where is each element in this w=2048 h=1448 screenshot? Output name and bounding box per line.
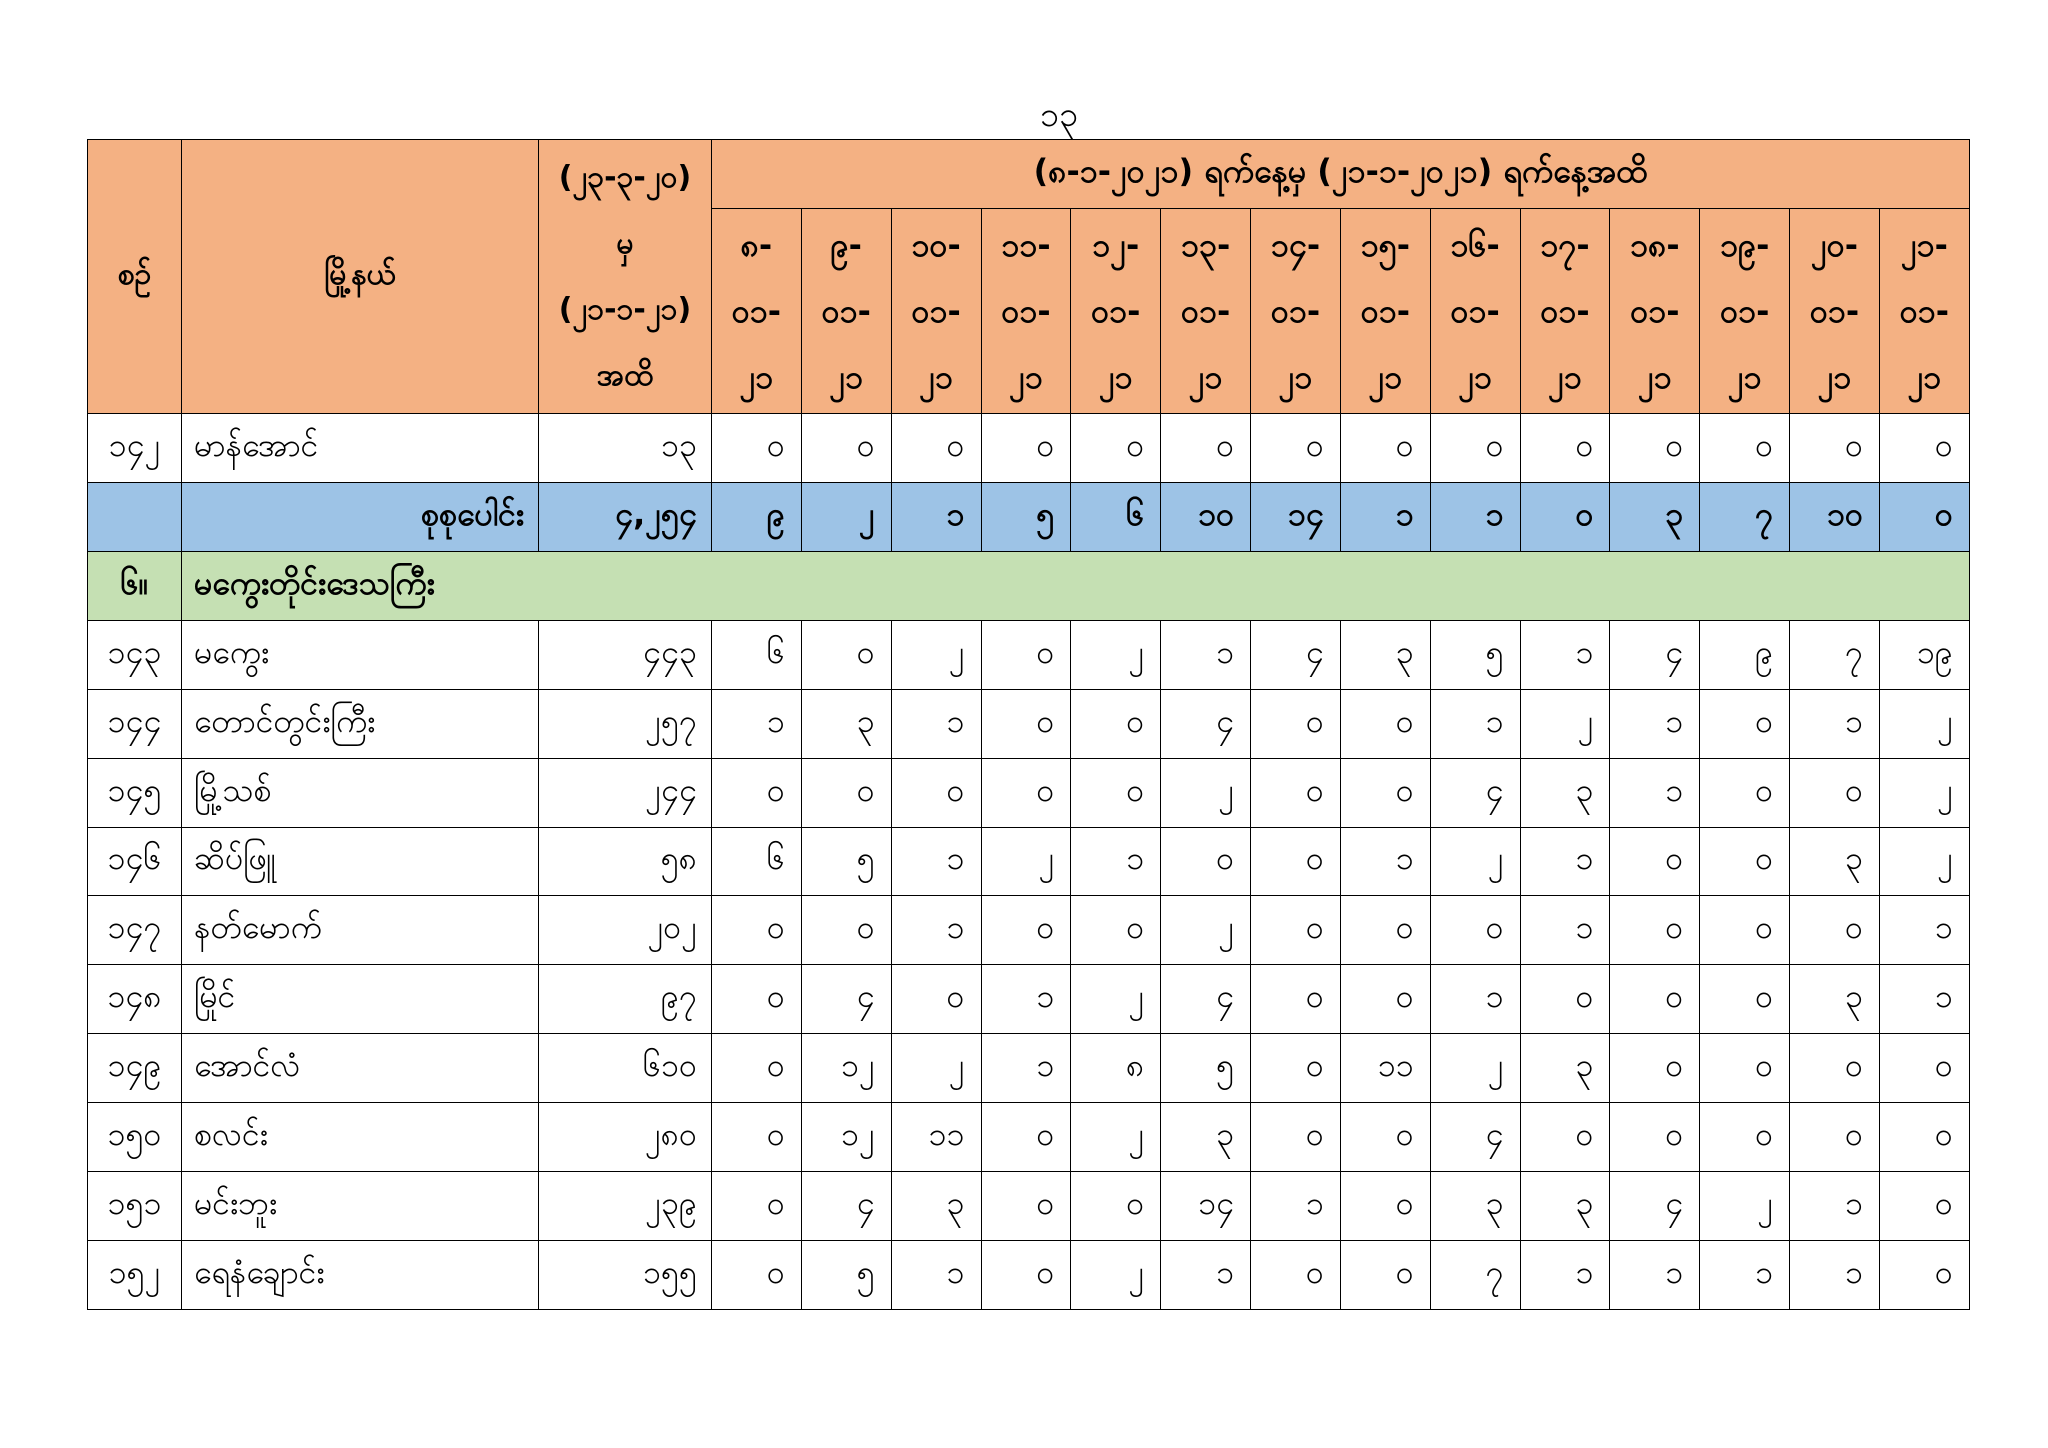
row-number: ၁၅၁ xyxy=(88,1172,182,1241)
header-date-part: ၂၁ xyxy=(1638,358,1672,396)
daily-value: ၄ xyxy=(1610,620,1700,689)
row-number: ၁၄၃ xyxy=(88,620,182,689)
header-date-part: ၂၁ xyxy=(1098,358,1133,396)
cumulative-total: ၉၇ xyxy=(539,965,712,1034)
header-date xyxy=(1700,209,1790,414)
header-date-part: ၁၁- xyxy=(1001,226,1051,264)
daily-value: ၀ xyxy=(712,414,802,483)
header-no: စဉ် xyxy=(88,140,182,414)
header-date-part: ၀၁- xyxy=(1001,292,1051,330)
daily-value: ၀ xyxy=(1340,1103,1430,1172)
township-name: မကွေး xyxy=(182,620,539,689)
daily-value: ၁၉ xyxy=(1879,620,1969,689)
daily-value: ၀ xyxy=(1879,1172,1969,1241)
daily-value: ၃ xyxy=(1520,1172,1610,1241)
cumulative-total: ၂၈၀ xyxy=(539,1103,712,1172)
daily-value: ၁ xyxy=(891,827,981,896)
subtotal-label: စုစုပေါင်း xyxy=(182,482,539,551)
table-row xyxy=(88,896,1970,965)
daily-value: ၁ xyxy=(1161,620,1251,689)
daily-value: ၀ xyxy=(1520,965,1610,1034)
cumulative-total: ၄၄၃ xyxy=(539,620,712,689)
daily-value: ၁ xyxy=(1430,689,1520,758)
daily-value: ၀ xyxy=(891,758,981,827)
cumulative-total: ၂၃၉ xyxy=(539,1172,712,1241)
header-date xyxy=(712,209,802,414)
subtotal-row xyxy=(88,482,1970,551)
daily-value: ၁၁ xyxy=(1340,1034,1430,1103)
header-date xyxy=(1340,209,1430,414)
cumulative-total: ၅၈ xyxy=(539,827,712,896)
daily-value: ၀ xyxy=(712,896,802,965)
daily-value: ၀ xyxy=(1071,1172,1161,1241)
daily-value: ၀ xyxy=(712,1103,802,1172)
daily-value: ၁ xyxy=(1161,1241,1251,1310)
daily-value: ၀ xyxy=(1790,896,1880,965)
daily-value: ၅ xyxy=(1430,620,1520,689)
header-range-line-2: မှ xyxy=(616,225,634,261)
daily-value: ၂ xyxy=(1879,758,1969,827)
daily-value: ၃ xyxy=(801,689,891,758)
header-date xyxy=(1430,209,1520,414)
table-row xyxy=(88,414,1970,483)
daily-value: ၂ xyxy=(1161,758,1251,827)
daily-value: ၀ xyxy=(1879,1241,1969,1310)
daily-value: ၁ xyxy=(1520,620,1610,689)
subtotal-value: ၁ xyxy=(1430,482,1520,551)
header-date-part: ၀၁- xyxy=(1450,292,1500,330)
daily-value: ၀ xyxy=(1610,965,1700,1034)
daily-value: ၄ xyxy=(1430,758,1520,827)
header-period: (၈-၁-၂၀၂၁) ရက်နေ့မှ (၂၁-၁-၂၀၂၁) ရက်နေ့အထိ xyxy=(712,140,1970,209)
daily-value: ၀ xyxy=(801,414,891,483)
cumulative-total: ၁၃ xyxy=(539,414,712,483)
daily-value: ၀ xyxy=(1340,758,1430,827)
daily-value: ၀ xyxy=(981,896,1071,965)
daily-value: ၁ xyxy=(1700,1241,1790,1310)
daily-value: ၂ xyxy=(1430,827,1520,896)
row-number: ၁၅၂ xyxy=(88,1241,182,1310)
daily-value: ၂ xyxy=(1430,1034,1520,1103)
daily-value: ၀ xyxy=(1430,896,1520,965)
daily-value: ၂ xyxy=(1879,827,1969,896)
subtotal-value: ၉ xyxy=(712,482,802,551)
township-name: မြိုင် xyxy=(182,965,539,1034)
daily-value: ၁ xyxy=(1071,827,1161,896)
daily-value: ၂ xyxy=(1071,620,1161,689)
daily-value: ၀ xyxy=(1251,689,1341,758)
header-date-part: ၂၁ xyxy=(1548,358,1582,396)
cumulative-total: ၂၅၇ xyxy=(539,689,712,758)
daily-value: ၀ xyxy=(981,1103,1071,1172)
table-row xyxy=(88,1241,1970,1310)
subtotal-value: ၁၀ xyxy=(1790,482,1880,551)
header-date-part: ၂၁ xyxy=(1278,358,1313,396)
daily-value: ၂ xyxy=(891,1034,981,1103)
daily-value: ၀ xyxy=(801,620,891,689)
daily-value: ၀ xyxy=(1251,1241,1341,1310)
header-range-line-4: အထိ xyxy=(596,357,654,393)
header-date xyxy=(1071,209,1161,414)
daily-value: ၀ xyxy=(1161,827,1251,896)
daily-value: ၀ xyxy=(1610,1103,1700,1172)
region-row xyxy=(88,551,1970,620)
daily-value: ၀ xyxy=(1700,1103,1790,1172)
header-date-part: ၀၁- xyxy=(1809,292,1860,330)
daily-value: ၂ xyxy=(1071,1103,1161,1172)
cumulative-total: ၂၀၂ xyxy=(539,896,712,965)
table-row xyxy=(88,620,1970,689)
cases-table xyxy=(87,139,1970,1310)
daily-value: ၀ xyxy=(1790,1034,1880,1103)
header-date-part: ၁၀- xyxy=(911,226,961,264)
header-date-part: ၀၁- xyxy=(911,292,961,330)
header-date-part: ၂၁ xyxy=(1368,358,1403,396)
daily-value: ၃ xyxy=(1790,827,1880,896)
header-date-part: ၁၇- xyxy=(1540,226,1590,264)
daily-value: ၁ xyxy=(712,689,802,758)
daily-value: ၄ xyxy=(801,965,891,1034)
daily-value: ၁ xyxy=(1340,827,1430,896)
daily-value: ၁၂ xyxy=(801,1034,891,1103)
header-date-part: ၁၉- xyxy=(1720,226,1770,264)
daily-value: ၀ xyxy=(1071,414,1161,483)
header-date-part: ၁၅- xyxy=(1360,226,1410,264)
daily-value: ၃ xyxy=(1520,1034,1610,1103)
daily-value: ၁ xyxy=(1251,1172,1341,1241)
row-number: ၁၄၂ xyxy=(88,414,182,483)
daily-value: ၀ xyxy=(1251,1103,1341,1172)
subtotal-value: ၁၄ xyxy=(1251,482,1341,551)
subtotal-value: ၅ xyxy=(981,482,1071,551)
daily-value: ၀ xyxy=(981,620,1071,689)
daily-value: ၁ xyxy=(1610,758,1700,827)
daily-value: ၀ xyxy=(1700,758,1790,827)
daily-value: ၀ xyxy=(1610,896,1700,965)
daily-value: ၀ xyxy=(1700,689,1790,758)
daily-value: ၃ xyxy=(1161,1103,1251,1172)
header-range-line-3: (၂၁-၁-၂၁) xyxy=(558,291,692,327)
daily-value: ၀ xyxy=(1879,1103,1969,1172)
daily-value: ၄ xyxy=(1161,965,1251,1034)
subtotal-value: ၀ xyxy=(1520,482,1610,551)
header-date xyxy=(1251,209,1341,414)
daily-value: ၀ xyxy=(1251,414,1341,483)
township-name: စလင်း xyxy=(182,1103,539,1172)
table-row xyxy=(88,1172,1970,1241)
subtotal-value: ၁ xyxy=(1340,482,1430,551)
daily-value: ၀ xyxy=(1520,1103,1610,1172)
daily-value: ၁ xyxy=(891,689,981,758)
daily-value: ၁ xyxy=(1790,1241,1880,1310)
township-name: နတ်မောက် xyxy=(182,896,539,965)
daily-value: ၀ xyxy=(891,965,981,1034)
daily-value: ၁ xyxy=(1520,896,1610,965)
header-date-part: ၀၁- xyxy=(1720,292,1770,330)
row-number: ၁၄၆ xyxy=(88,827,182,896)
daily-value: ၃ xyxy=(1340,620,1430,689)
daily-value: ၁ xyxy=(1430,965,1520,1034)
daily-value: ၀ xyxy=(1610,414,1700,483)
header-date-part: ၀၁- xyxy=(1270,292,1321,330)
daily-value: ၁ xyxy=(1879,965,1969,1034)
header-date-part: ၈- xyxy=(740,226,773,264)
header-date-part: ၂၁ xyxy=(829,358,864,396)
daily-value: ၂ xyxy=(1700,1172,1790,1241)
daily-value: ၁ xyxy=(1790,689,1880,758)
header-date-part: ၂၁- xyxy=(1900,226,1948,264)
daily-value: ၇ xyxy=(1430,1241,1520,1310)
daily-value: ၅ xyxy=(1161,1034,1251,1103)
daily-value: ၀ xyxy=(1251,896,1341,965)
daily-value: ၀ xyxy=(1700,414,1790,483)
daily-value: ၁၂ xyxy=(801,1103,891,1172)
header-date xyxy=(1790,209,1880,414)
daily-value: ၂ xyxy=(1071,965,1161,1034)
daily-value: ၀ xyxy=(1700,896,1790,965)
header-date xyxy=(1879,209,1969,414)
row-number: ၁၄၅ xyxy=(88,758,182,827)
daily-value: ၀ xyxy=(1700,965,1790,1034)
daily-value: ၀ xyxy=(801,896,891,965)
table-row xyxy=(88,965,1970,1034)
row-number: ၁၄၈ xyxy=(88,965,182,1034)
township-name: မာန်အောင် xyxy=(182,414,539,483)
daily-value: ၆ xyxy=(712,827,802,896)
daily-value: ၀ xyxy=(1340,1172,1430,1241)
daily-value: ၀ xyxy=(1790,758,1880,827)
daily-value: ၁ xyxy=(1610,689,1700,758)
daily-value: ၂ xyxy=(1520,689,1610,758)
daily-value: ၀ xyxy=(1251,758,1341,827)
page-number: ၁၃ xyxy=(1039,95,1079,135)
header-date xyxy=(1161,209,1251,414)
daily-value: ၀ xyxy=(1520,414,1610,483)
township-name: တောင်တွင်းကြီး xyxy=(182,689,539,758)
row-number: ၁၄၉ xyxy=(88,1034,182,1103)
header-date-part: ၂၁ xyxy=(919,358,953,396)
header-date-part: ၀၁- xyxy=(821,292,871,330)
header-date-part: ၂၀- xyxy=(1811,226,1859,264)
header-date-part: ၂၁ xyxy=(1188,358,1223,396)
header-date xyxy=(801,209,891,414)
header-date-part: ၁၈- xyxy=(1630,226,1680,264)
daily-value: ၉ xyxy=(1700,620,1790,689)
header-date-part: ၂၁ xyxy=(1727,358,1762,396)
daily-value: ၀ xyxy=(1161,414,1251,483)
subtotal-value: ၀ xyxy=(1879,482,1969,551)
daily-value: ၁ xyxy=(981,965,1071,1034)
daily-value: ၀ xyxy=(712,1172,802,1241)
subtotal-value: ၁၀ xyxy=(1161,482,1251,551)
daily-value: ၀ xyxy=(981,1172,1071,1241)
header-date xyxy=(1520,209,1610,414)
table-row xyxy=(88,689,1970,758)
header-date-part: ၀၁- xyxy=(1181,292,1231,330)
cumulative-total: ၁၅၅ xyxy=(539,1241,712,1310)
subtotal-value: ၇ xyxy=(1700,482,1790,551)
header-date-part: ၀၁- xyxy=(731,292,782,330)
daily-value: ၁၁ xyxy=(891,1103,981,1172)
daily-value: ၀ xyxy=(1879,414,1969,483)
daily-value: ၃ xyxy=(1430,1172,1520,1241)
daily-value: ၄ xyxy=(1430,1103,1520,1172)
daily-value: ၃ xyxy=(891,1172,981,1241)
header-date-part: ၀၁- xyxy=(1630,292,1680,330)
township-name: မင်းဘူး xyxy=(182,1172,539,1241)
header-date-part: ၁၂- xyxy=(1092,226,1140,264)
daily-value: ၀ xyxy=(981,758,1071,827)
daily-value: ၀ xyxy=(712,758,802,827)
daily-value: ၀ xyxy=(1071,758,1161,827)
daily-value: ၀ xyxy=(1251,965,1341,1034)
daily-value: ၀ xyxy=(1340,965,1430,1034)
table-row xyxy=(88,758,1970,827)
daily-value: ၂ xyxy=(981,827,1071,896)
township-name: အောင်လံ xyxy=(182,1034,539,1103)
region-number: ၆။ xyxy=(88,551,182,620)
daily-value: ၂ xyxy=(1071,1241,1161,1310)
daily-value: ၂ xyxy=(891,620,981,689)
subtotal-value: ၆ xyxy=(1071,482,1161,551)
daily-value: ၀ xyxy=(1610,1034,1700,1103)
subtotal-value: ၁ xyxy=(891,482,981,551)
daily-value: ၀ xyxy=(1430,414,1520,483)
daily-value: ၇ xyxy=(1790,620,1880,689)
daily-value: ၁ xyxy=(1790,1172,1880,1241)
daily-value: ၈ xyxy=(1071,1034,1161,1103)
daily-value: ၀ xyxy=(712,1034,802,1103)
daily-value: ၃ xyxy=(1520,758,1610,827)
daily-value: ၀ xyxy=(712,965,802,1034)
daily-value: ၀ xyxy=(891,414,981,483)
daily-value: ၀ xyxy=(1071,689,1161,758)
daily-value: ၁ xyxy=(891,896,981,965)
daily-value: ၁ xyxy=(1610,1241,1700,1310)
daily-value: ၀ xyxy=(712,1241,802,1310)
daily-value: ၀ xyxy=(1700,827,1790,896)
cumulative-total: ၆၁၀ xyxy=(539,1034,712,1103)
header-date-part: ၁၆- xyxy=(1450,226,1500,264)
table-row xyxy=(88,1103,1970,1172)
table-row xyxy=(88,827,1970,896)
daily-value: ၀ xyxy=(1790,1103,1880,1172)
daily-value: ၀ xyxy=(1610,827,1700,896)
header-cumulative-range xyxy=(539,140,712,414)
daily-value: ၀ xyxy=(1790,414,1880,483)
subtotal-empty-cell xyxy=(88,482,182,551)
township-name: မြို့သစ် xyxy=(182,758,539,827)
township-name: ဆိပ်ဖြူ xyxy=(182,827,539,896)
row-number: ၁၄၇ xyxy=(88,896,182,965)
header-date-part: ၉- xyxy=(830,226,862,264)
daily-value: ၀ xyxy=(1340,896,1430,965)
daily-value: ၀ xyxy=(801,758,891,827)
daily-value: ၀ xyxy=(1340,414,1430,483)
daily-value: ၁ xyxy=(981,1034,1071,1103)
header-date-part: ၀၁- xyxy=(1540,292,1590,330)
daily-value: ၁ xyxy=(891,1241,981,1310)
header-date-part: ၁၃- xyxy=(1181,226,1231,264)
daily-value: ၁၄ xyxy=(1161,1172,1251,1241)
header-date-part: ၂၁ xyxy=(1907,358,1942,396)
daily-value: ၄ xyxy=(1161,689,1251,758)
header-date xyxy=(891,209,981,414)
daily-value: ၃ xyxy=(1790,965,1880,1034)
header-date-part: ၀၁- xyxy=(1899,292,1950,330)
header-date-part: ၂၁ xyxy=(1009,358,1043,396)
header-date xyxy=(981,209,1071,414)
daily-value: ၀ xyxy=(1700,1034,1790,1103)
daily-value: ၀ xyxy=(1071,896,1161,965)
subtotal-value: ၂ xyxy=(801,482,891,551)
header-township: မြို့နယ် xyxy=(182,140,539,414)
header-date-part: ၂၁ xyxy=(739,358,774,396)
daily-value: ၆ xyxy=(712,620,802,689)
daily-value: ၀ xyxy=(1340,1241,1430,1310)
daily-value: ၄ xyxy=(1251,620,1341,689)
header-date-part: ၁၄- xyxy=(1270,226,1321,264)
daily-value: ၀ xyxy=(981,1241,1071,1310)
row-number: ၁၅၀ xyxy=(88,1103,182,1172)
daily-value: ၂ xyxy=(1879,689,1969,758)
daily-value: ၅ xyxy=(801,1241,891,1310)
header-range-line-1: (၂၃-၃-၂၀) xyxy=(558,159,692,195)
subtotal-total: ၄,၂၅၄ xyxy=(539,482,712,551)
daily-value: ၀ xyxy=(1340,689,1430,758)
daily-value: ၀ xyxy=(1251,827,1341,896)
region-name: မကွေးတိုင်းဒေသကြီး xyxy=(182,551,1970,620)
subtotal-value: ၃ xyxy=(1610,482,1700,551)
cumulative-total: ၂၄၄ xyxy=(539,758,712,827)
daily-value: ၁ xyxy=(1520,827,1610,896)
daily-value: ၀ xyxy=(981,414,1071,483)
daily-value: ၀ xyxy=(981,689,1071,758)
header-date-part: ၀၁- xyxy=(1360,292,1410,330)
header-date-part: ၂၁ xyxy=(1817,358,1852,396)
daily-value: ၂ xyxy=(1161,896,1251,965)
header-date-part: ၂၁ xyxy=(1458,358,1493,396)
header-date-part: ၀၁- xyxy=(1091,292,1141,330)
daily-value: ၀ xyxy=(1879,1034,1969,1103)
daily-value: ၄ xyxy=(1610,1172,1700,1241)
township-name: ရေနံချောင်း xyxy=(182,1241,539,1310)
daily-value: ၀ xyxy=(1251,1034,1341,1103)
daily-value: ၁ xyxy=(1520,1241,1610,1310)
table-row xyxy=(88,1034,1970,1103)
daily-value: ၄ xyxy=(801,1172,891,1241)
header-date xyxy=(1610,209,1700,414)
daily-value: ၁ xyxy=(1879,896,1969,965)
row-number: ၁၄၄ xyxy=(88,689,182,758)
daily-value: ၅ xyxy=(801,827,891,896)
